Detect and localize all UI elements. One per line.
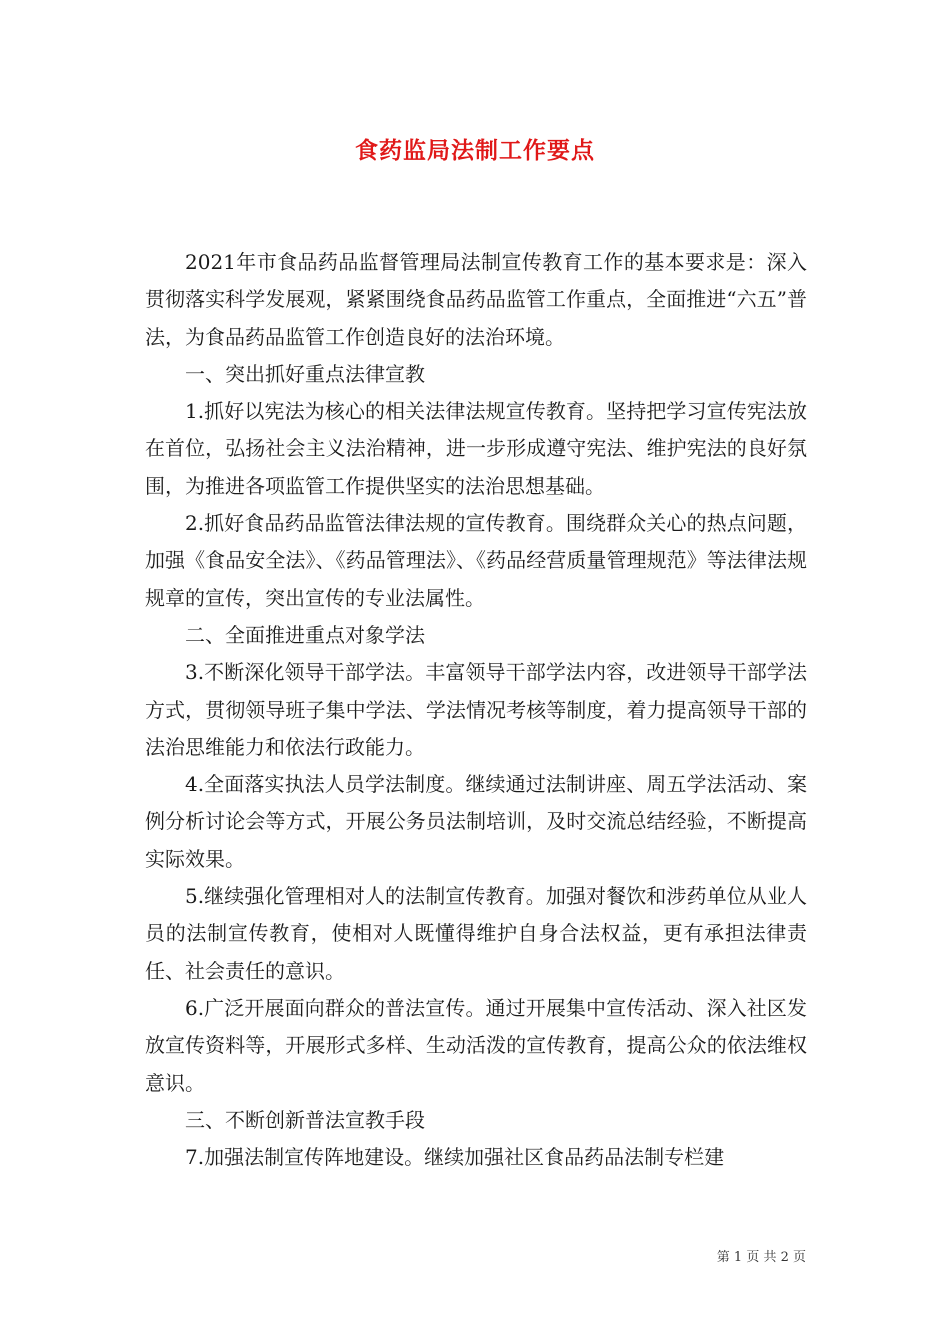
paragraph-item-7: 7.加强法制宣传阵地建设。继续加强社区食品药品法制专栏建 [185,1145,725,1170]
section-heading-2: 二、全面推进重点对象学法 [185,622,425,647]
document-title: 食药监局法制工作要点 [355,137,595,164]
paragraph-item-4: 4.全面落实执法人员学法制度。继续通过法制讲座、周五学法活动、案例分析讨论会等方式，开展公务员法制培训，及时交流总结经验，不断提高实际效果。 [145,772,807,871]
paragraph-item-2: 2.抓好食品药品监管法律法规的宣传教育。围绕群众关心的热点问题，加强《食品安全法》、《药品管理法》、《药品经营质量管理规范》等法律法规规章的宣传，突出宣传的专业法属性。 [145,511,807,610]
paragraph-item-6: 6.广泛开展面向群众的普法宣传。通过开展集中宣传活动、深入社区发放宣传资料等，开展形式多样、生动活泼的宣传教育，提高公众的依法维权意识。 [145,995,807,1095]
paragraph-intro: 2021年市食品药品监督管理局法制宣传教育工作的基本要求是：深入贯彻落实科学发展观，紧紧围绕食品药品监管工作重点，全面推进“六五”普法，为食品药品监管工作创造良好的法治环境。 [145,250,807,349]
section-heading-3: 三、不断创新普法宣教手段 [185,1107,425,1132]
page-number-footer: 第 1 页 共 2 页 [716,1250,806,1265]
paragraph-item-1: 1.抓好以宪法为核心的相关法律法规宣传教育。坚持把学习宣传宪法放在首位，弘扬社会主义法治精神，进一步形成遵守宪法、维护宪法的良好氛围，为推进各项监管工作提供坚实的法治思想基础。 [145,399,807,498]
document-body [145,244,807,1176]
paragraph-item-5: 5.继续强化管理相对人的法制宣传教育。加强对餐饮和涉药单位从业人员的法制宣传教育，使相对人既懂得维护自身合法权益，更有承担法律责任、社会责任的意识。 [145,884,807,983]
section-heading-1: 一、突出抓好重点法律宣教 [185,361,425,386]
paragraph-item-3: 3.不断深化领导干部学法。丰富领导干部学法内容，改进领导干部学法方式，贯彻领导班子集中学法、学法情况考核等制度，着力提高领导干部的法治思维能力和依法行政能力。 [145,660,807,759]
